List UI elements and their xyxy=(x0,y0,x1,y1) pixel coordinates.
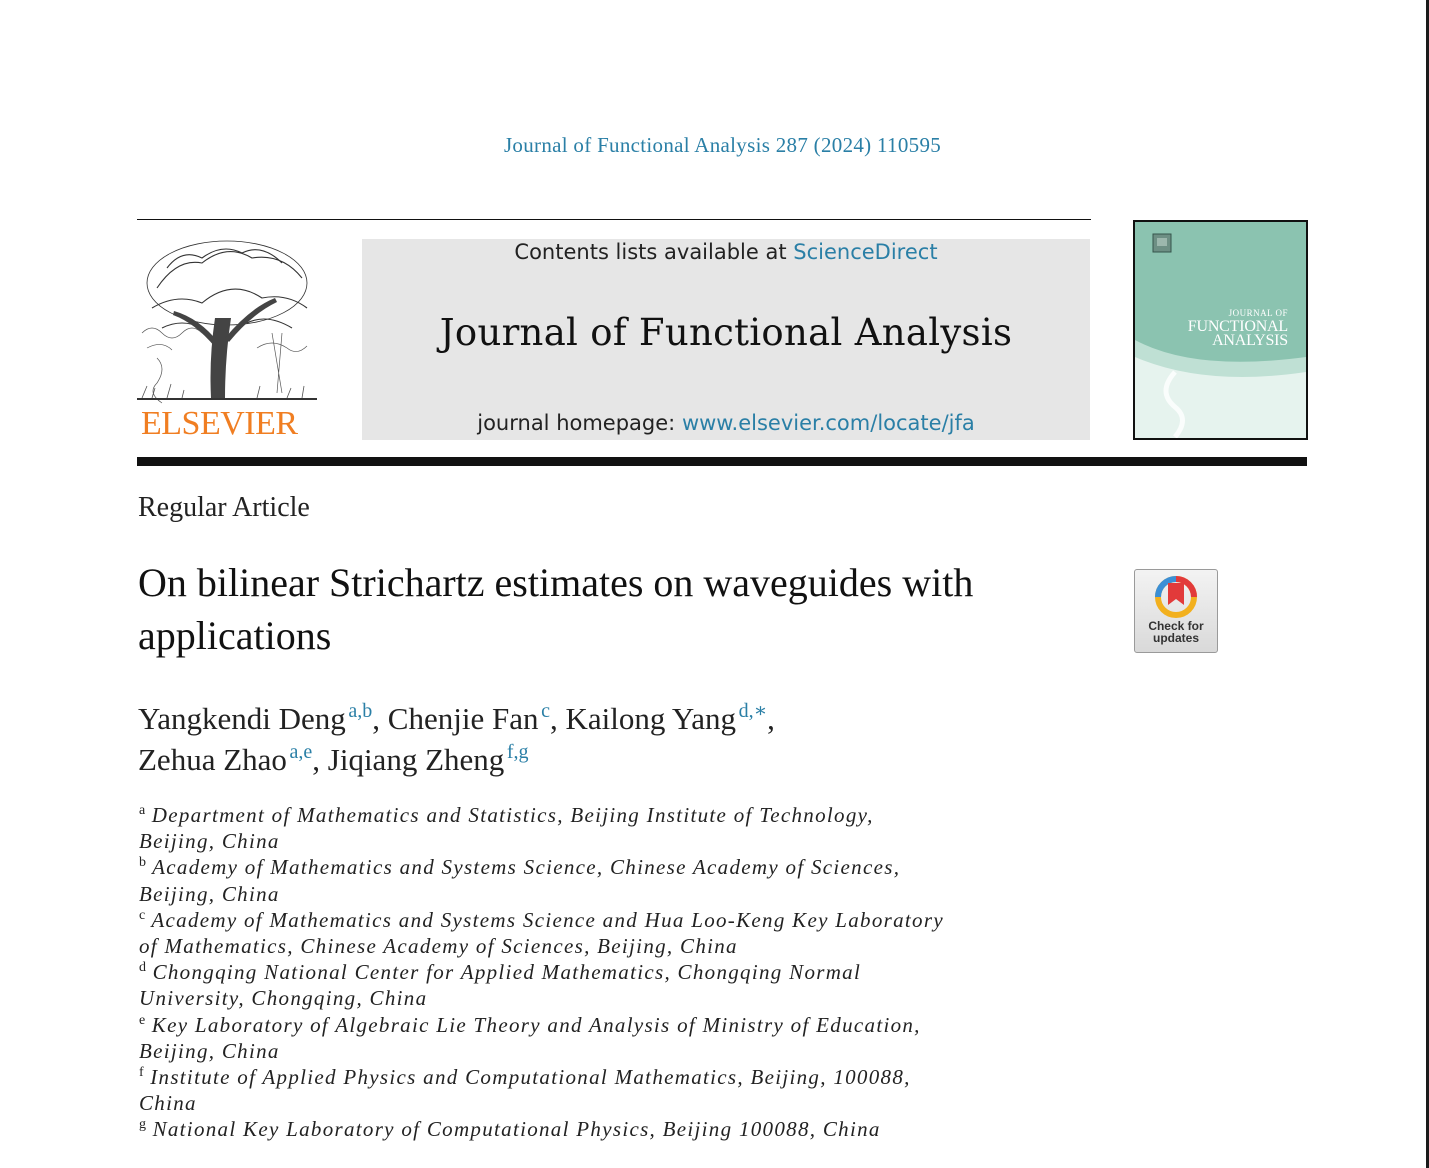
cover-title-line2: FUNCTIONAL xyxy=(1187,318,1288,335)
affiliation-a xyxy=(139,802,1099,854)
affiliation-text: University, Chongqing, China xyxy=(139,986,428,1011)
affiliation-text: Department of Mathematics and Statistics, Beijing Institute of Technology, xyxy=(151,803,874,827)
article-title xyxy=(138,556,1118,662)
affiliation-text: of Mathematics, Chinese Academy of Sciences, Beijing, China xyxy=(139,934,738,959)
affiliation-e xyxy=(139,1012,1099,1064)
badge-line2: updates xyxy=(1152,631,1199,645)
author-name[interactable]: Kailong Yang xyxy=(565,701,736,736)
contents-prefix: Contents lists available at xyxy=(514,240,794,264)
affiliation-mark: c xyxy=(139,907,146,923)
affiliation-mark: d xyxy=(139,960,146,976)
author-affil-marks[interactable]: c xyxy=(541,700,550,722)
journal-citation-link[interactable]: Journal of Functional Analysis 287 (2024) 110595 xyxy=(503,133,942,157)
author-affil-marks[interactable]: a,e xyxy=(289,741,313,763)
affiliation-mark: b xyxy=(139,855,146,871)
affiliation-text: Academy of Mathematics and Systems Science and Hua Loo-Keng Key Laboratory xyxy=(151,907,944,932)
header-rule xyxy=(137,219,1091,220)
cover-title-line1: JOURNAL OF xyxy=(1228,308,1288,318)
affiliation-c xyxy=(139,907,1099,959)
cover-title-line3: ANALYSIS xyxy=(1212,332,1288,349)
check-for-updates-label xyxy=(1135,620,1217,644)
affiliation-mark: f xyxy=(139,1065,144,1081)
author-affil-marks[interactable]: d,∗ xyxy=(738,700,768,722)
cover-title xyxy=(1188,306,1288,348)
author-line1 xyxy=(138,698,775,739)
article-title-line2: applications xyxy=(138,613,332,658)
affiliation-f xyxy=(139,1064,1099,1116)
author-line2 xyxy=(138,739,775,780)
affiliation-text: Key Laboratory of Algebraic Lie Theory and Analysis of Ministry of Education, xyxy=(151,1012,921,1037)
article-type: Regular Article xyxy=(138,492,310,523)
author-affil-marks[interactable]: a,b xyxy=(348,700,373,722)
affiliation-text: China xyxy=(139,1091,197,1116)
author-name[interactable]: Zehua Zhao xyxy=(138,742,287,777)
journal-title: Journal of Functional Analysis xyxy=(439,311,1013,354)
homepage-line xyxy=(362,410,1090,436)
affiliation-text: Beijing, China xyxy=(139,829,280,854)
affiliation-text: Institute of Applied Physics and Computational Mathematics, Beijing, 100088, xyxy=(150,1065,911,1090)
sciencedirect-link[interactable]: ScienceDirect xyxy=(793,240,938,264)
homepage-prefix: journal homepage: xyxy=(477,411,682,435)
author-separator: , xyxy=(372,701,388,736)
affiliation-mark: e xyxy=(139,1012,146,1028)
affiliation-mark: g xyxy=(139,1117,146,1133)
author-separator: , xyxy=(549,701,566,736)
thick-divider xyxy=(137,457,1307,466)
affiliations xyxy=(139,802,1099,1143)
affiliation-d xyxy=(139,959,1099,1011)
affiliation-text: Beijing, China xyxy=(139,1038,280,1063)
author-name[interactable]: Yangkendi Deng xyxy=(138,701,346,736)
affiliation-text: Chongqing National Center for Applied Mathematics, Chongqing Normal xyxy=(152,960,862,985)
check-for-updates-button[interactable] xyxy=(1134,569,1218,653)
affiliation-b xyxy=(139,854,1099,906)
badge-line1: Check for xyxy=(1148,619,1204,633)
author-separator: , xyxy=(312,742,328,777)
author-affil-marks[interactable]: f,g xyxy=(506,741,529,763)
author-list xyxy=(138,698,775,780)
author-name[interactable]: Chenjie Fan xyxy=(387,701,539,736)
affiliation-text: National Key Laboratory of Computational Physics, Beijing 100088, China xyxy=(152,1117,881,1142)
affiliation-mark: a xyxy=(139,803,146,818)
author-name[interactable]: Jiqiang Zheng xyxy=(327,742,505,777)
journal-banner xyxy=(362,239,1090,440)
author-separator: , xyxy=(767,701,775,736)
check-for-updates-icon xyxy=(1154,575,1198,619)
elsevier-wordmark: ELSEVIER xyxy=(141,405,298,442)
affiliation-text: Beijing, China xyxy=(139,881,280,906)
affiliation-text: Academy of Mathematics and Systems Science, Chinese Academy of Sciences, xyxy=(152,855,901,880)
homepage-link[interactable]: www.elsevier.com/locate/jfa xyxy=(681,411,975,435)
journal-cover-thumbnail[interactable] xyxy=(1133,220,1308,440)
affiliation-g xyxy=(139,1116,1099,1142)
contents-line xyxy=(362,239,1090,265)
article-title-line1: On bilinear Strichartz estimates on waveguides with xyxy=(138,560,974,605)
